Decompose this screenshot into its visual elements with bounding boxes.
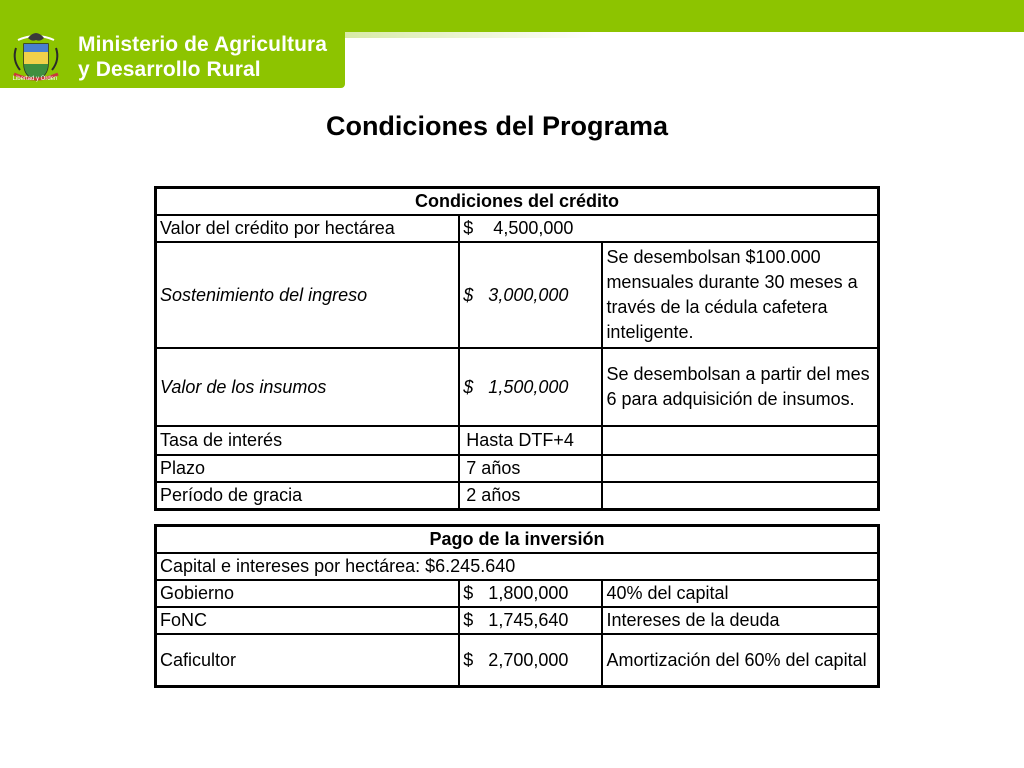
row-amount: $ 1,745,640 — [459, 607, 602, 634]
table-row — [156, 348, 879, 426]
row-note: Se desembolsan a partir del mes 6 para adquisición de insumos. — [602, 348, 878, 426]
row-label: Período de gracia — [156, 482, 460, 510]
row-amount: Hasta DTF+4 — [459, 426, 602, 455]
row-label: Sostenimiento del ingreso — [156, 242, 460, 348]
row-amount: 2 años — [459, 482, 602, 510]
table-row — [156, 607, 879, 634]
investment-payment-table — [154, 524, 880, 688]
table-row — [156, 242, 879, 348]
row-amount: $ 1,500,000 — [459, 348, 602, 426]
credit-table-heading: Condiciones del crédito — [156, 188, 879, 216]
ministry-name-line1: Ministerio de Agricultura — [78, 33, 328, 56]
row-label: Plazo — [156, 455, 460, 482]
row-label: Valor de los insumos — [156, 348, 460, 426]
row-note: Se desembolsan $100.000 mensuales durante 30 meses a través de la cédula cafetera inteligente. — [602, 242, 878, 348]
table-row — [156, 426, 879, 455]
table-row — [156, 580, 879, 607]
table-row — [156, 482, 879, 510]
row-label: Valor del crédito por hectárea — [156, 215, 460, 242]
row-label: FoNC — [156, 607, 460, 634]
row-note — [602, 426, 878, 455]
seal-motto: Libertad y Orden — [12, 76, 58, 82]
credit-conditions-table — [154, 186, 880, 511]
row-amount: $ 3,000,000 — [459, 242, 602, 348]
row-amount: $ 1,800,000 — [459, 580, 602, 607]
row-amount: $ 2,700,000 — [459, 634, 602, 687]
table-header-row — [156, 188, 879, 216]
row-note: 40% del capital — [602, 580, 878, 607]
row-amount: $ 4,500,000 — [459, 215, 878, 242]
row-note: Amortización del 60% del capital — [602, 634, 878, 687]
payment-table-heading: Pago de la inversión — [156, 526, 879, 554]
table-row — [156, 215, 879, 242]
payment-summary: Capital e intereses por hectárea: $6.245.640 — [156, 553, 879, 580]
row-label: Caficultor — [156, 634, 460, 687]
row-note — [602, 482, 878, 510]
table-header-row — [156, 526, 879, 554]
row-amount: 7 años — [459, 455, 602, 482]
row-note: Intereses de la deuda — [602, 607, 878, 634]
header-fade — [345, 32, 595, 38]
page-title: Condiciones del Programa — [325, 111, 669, 141]
row-note — [602, 455, 878, 482]
table-row — [156, 634, 879, 687]
ministry-name-line2: y Desarrollo Rural — [78, 58, 261, 81]
table-row — [156, 553, 879, 580]
table-row — [156, 455, 879, 482]
row-label: Gobierno — [156, 580, 460, 607]
ministry-brand-block — [0, 0, 345, 88]
row-label: Tasa de interés — [156, 426, 460, 455]
